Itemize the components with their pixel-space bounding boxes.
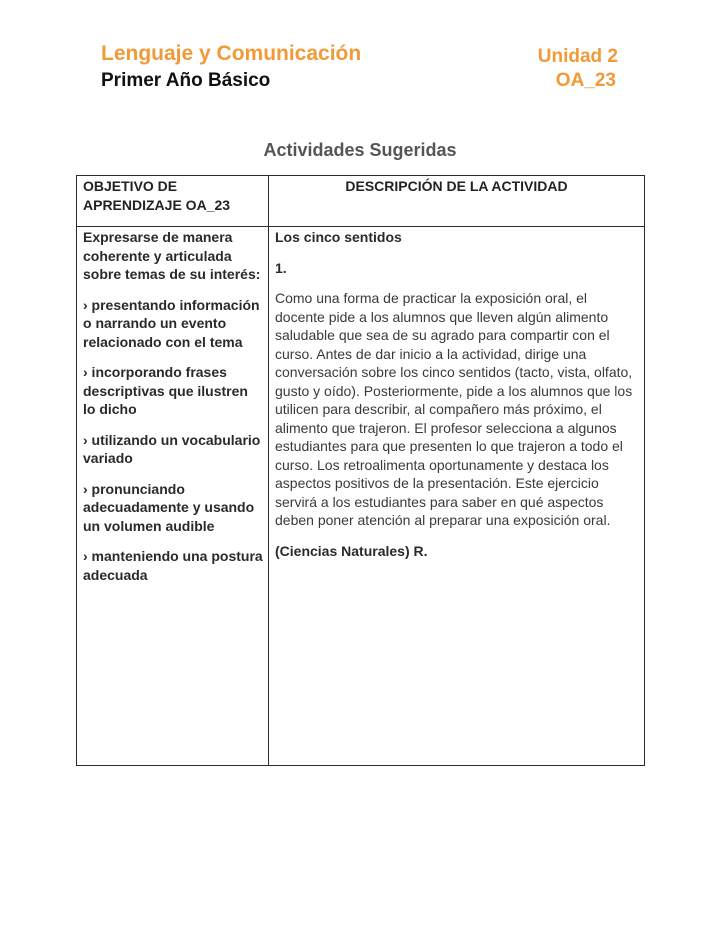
objective-item: › pronunciando adecuadamente y usando un volumen audible [83,480,255,534]
objective-item: › presentando información o narrando un evento relacionado con el tema [83,296,260,350]
table-header-row [77,176,645,227]
objective-item: › incorporando frases descriptivas que ilustren lo dicho [83,364,248,417]
activity-reference: (Ciencias Naturales) R. [275,542,428,559]
description-cell [269,227,645,766]
oa-code: OA_23 [555,70,616,91]
objective-cell [77,227,269,766]
table-row [77,227,645,766]
activity-table [76,175,645,766]
section-title: Actividades Sugeridas [263,140,457,160]
objective-item: › manteniendo una postura adecuada [83,548,263,583]
unit-label: Unidad 2 [537,46,618,67]
activity-body: Como una forma de practicar la exposición oral, el docente pide a los alumnos que lleven algún alimento saludable que sea de su agrado para compartir con el curso. Antes de dar inicio a la actividad, dirige una conversación sobre los cinco sentidos (tacto, vista, olfato, gusto y oído). Posteriormente, pide a los alumnos que los utilicen para describir, al compañero más próximo, el alimento que trajeron. El profesor selecciona a algunos estudiantes para que presenten lo que trajeron a todo el curso. Los retroalimenta oportunamente y destaca los aspectos positivos de la presentación. Este ejercicio servirá a los estudiantes para saber en qué aspectos deben poner atención al preparar una exposición oral. [275,290,633,528]
page-header [101,42,621,98]
subject-title: Lenguaje y Comunicación [101,42,362,65]
grade-level: Primer Año Básico [101,70,271,91]
objective-intro: Expresarse de manera coherente y articulada sobre temas de su interés: [83,229,261,282]
objective-item: › utilizando un vocabulario variado [83,431,261,466]
activity-number: 1. [275,259,287,276]
activity-title: Los cinco sentidos [275,229,402,245]
objective-header: OBJETIVO DE APRENDIZAJE OA_23 [77,176,269,227]
description-header: DESCRIPCIÓN DE LA ACTIVIDAD [269,176,645,227]
